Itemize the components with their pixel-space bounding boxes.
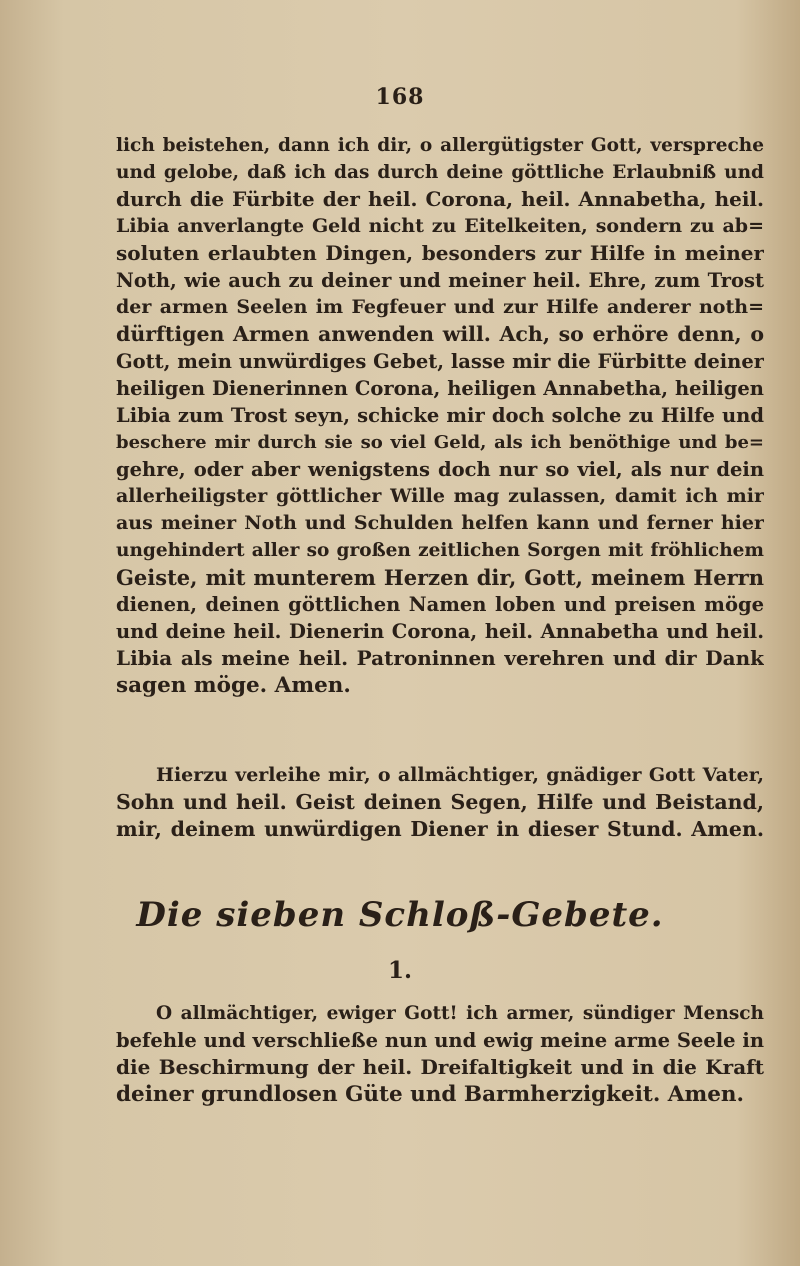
text-line: sagen möge. Amen. bbox=[116, 673, 351, 698]
text-line: und deine heil. Dienerin Corona, heil. Annabetha und heil. bbox=[116, 620, 764, 643]
text-line: allerheiligster göttlicher Wille mag zulassen, damit ich mir bbox=[116, 485, 764, 507]
text-line: gehre, oder aber wenigstens doch nur so viel, als nur dein bbox=[116, 458, 764, 481]
paragraph-first-prayer bbox=[116, 1000, 764, 1108]
paragraph-blessing bbox=[116, 762, 764, 843]
text-line: dienen, deinen göttlichen Namen loben und preisen möge bbox=[116, 593, 764, 616]
text-line: Geiste, mit munterem Herzen dir, Gott, meinem Herrn bbox=[116, 565, 764, 590]
text-line: soluten erlaubten Dingen, besonders zur Hilfe in meiner bbox=[116, 241, 764, 265]
text-line: der armen Seelen im Fegfeuer und zur Hilfe anderer noth= bbox=[116, 296, 764, 318]
section-heading: Die sieben Schloß-Gebete. bbox=[136, 895, 664, 935]
section-number: 1. bbox=[387, 957, 412, 984]
text-line: aus meiner Noth und Schulden helfen kann und ferner hier bbox=[116, 512, 764, 534]
text-line: Hierzu verleihe mir, o allmächtiger, gnädiger Gott Vater, bbox=[156, 764, 764, 786]
text-line: dürftigen Armen anwenden will. Ach, so erhöre denn, o bbox=[116, 322, 764, 346]
text-line: Noth, wie auch zu deiner und meiner heil. Ehre, zum Trost bbox=[116, 269, 764, 292]
paragraph-prayer-continuation bbox=[116, 132, 764, 699]
text-line: heiligen Dienerinnen Corona, heiligen Annabetha, heiligen bbox=[116, 377, 764, 400]
text-line: lich beistehen, dann ich dir, o allergütigster Gott, verspreche bbox=[116, 135, 764, 156]
text-line: Gott, mein unwürdiges Gebet, lasse mir die Fürbitte deiner bbox=[116, 350, 764, 373]
text-line: Libia anverlangte Geld nicht zu Eitelkeiten, sondern zu ab= bbox=[116, 215, 764, 237]
text-line: durch die Fürbite der heil. Corona, heil. Annabetha, heil. bbox=[116, 187, 764, 211]
text-line: die Beschirmung der heil. Dreifaltigkeit und in die Kraft bbox=[116, 1055, 764, 1079]
text-line: deiner grundlosen Güte und Barmherzigkeit. Amen. bbox=[116, 1082, 745, 1107]
text-line: Sohn und heil. Geist deinen Segen, Hilfe und Beistand, bbox=[116, 790, 764, 814]
text-line: O allmächtiger, ewiger Gott! ich armer, sündiger Mensch bbox=[156, 1003, 764, 1024]
text-line: Libia als meine heil. Patroninnen verehren und dir Dank bbox=[116, 646, 764, 670]
text-line: beschere mir durch sie so viel Geld, als ich benöthige und be= bbox=[116, 432, 764, 453]
page-number: 168 bbox=[375, 84, 425, 110]
text-line: Libia zum Trost seyn, schicke mir doch solche zu Hilfe und bbox=[116, 404, 764, 427]
text-line: und gelobe, daß ich das durch deine göttliche Erlaubniß und bbox=[116, 162, 764, 183]
text-line: ungehindert aller so großen zeitlichen Sorgen mit fröhlichem bbox=[116, 540, 764, 561]
text-line: befehle und verschließe nun und ewig meine arme Seele in bbox=[116, 1029, 764, 1052]
text-line: mir, deinem unwürdigen Diener in dieser Stund. Amen. bbox=[116, 817, 764, 841]
